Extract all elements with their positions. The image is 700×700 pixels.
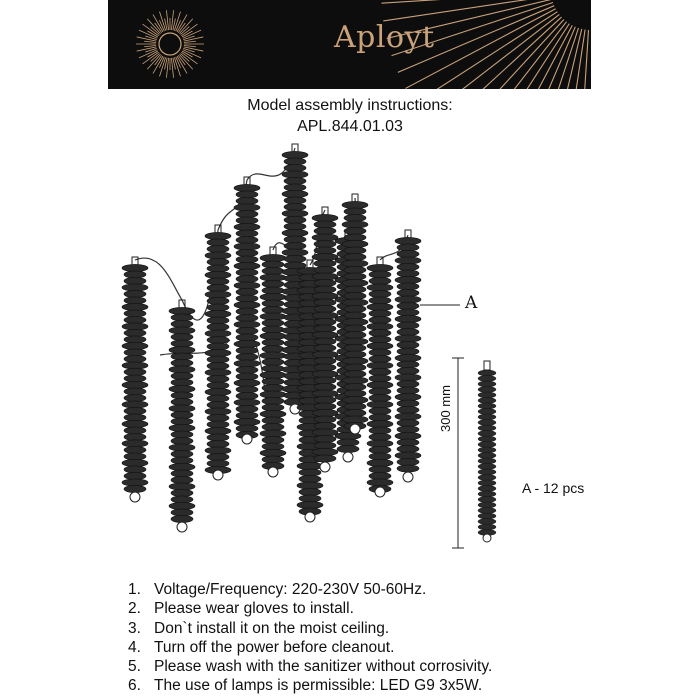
header-banner <box>108 0 591 89</box>
chandelier-drawing <box>100 140 520 550</box>
instructions-list <box>128 580 492 696</box>
crystal-strand <box>122 257 148 502</box>
page-title: Model assembly instructions: <box>247 97 453 114</box>
crystal-strand <box>234 177 260 444</box>
crystal-strand <box>367 257 393 497</box>
crystal-strand <box>342 194 368 434</box>
brand-name: Aployt <box>334 20 435 55</box>
list-item: 1. Voltage/Frequency: 220-230V 50-60Hz. <box>128 581 427 598</box>
part-label-a: A <box>465 293 478 313</box>
list-item: 5. Please wash with the sanitizer without corrosivity. <box>128 658 493 676</box>
crystal-strand <box>395 230 421 482</box>
model-number: APL.844.01.03 <box>297 118 403 135</box>
list-item: 6. The use of lamps is permissible: LED G9 3x5W. <box>128 677 483 695</box>
dimension-label: 300 mm <box>438 385 453 432</box>
crystal-strand <box>205 225 231 480</box>
crystal-strand <box>260 247 286 477</box>
list-item: 3. Don`t install it on the moist ceiling. <box>128 619 390 637</box>
crystal-strand <box>169 300 195 532</box>
list-item: 4. Turn off the power before cleanout. <box>128 638 395 656</box>
list-item: 2. Please wear gloves to install. <box>128 600 354 618</box>
quantity-label: A - 12 pcs <box>522 480 585 496</box>
